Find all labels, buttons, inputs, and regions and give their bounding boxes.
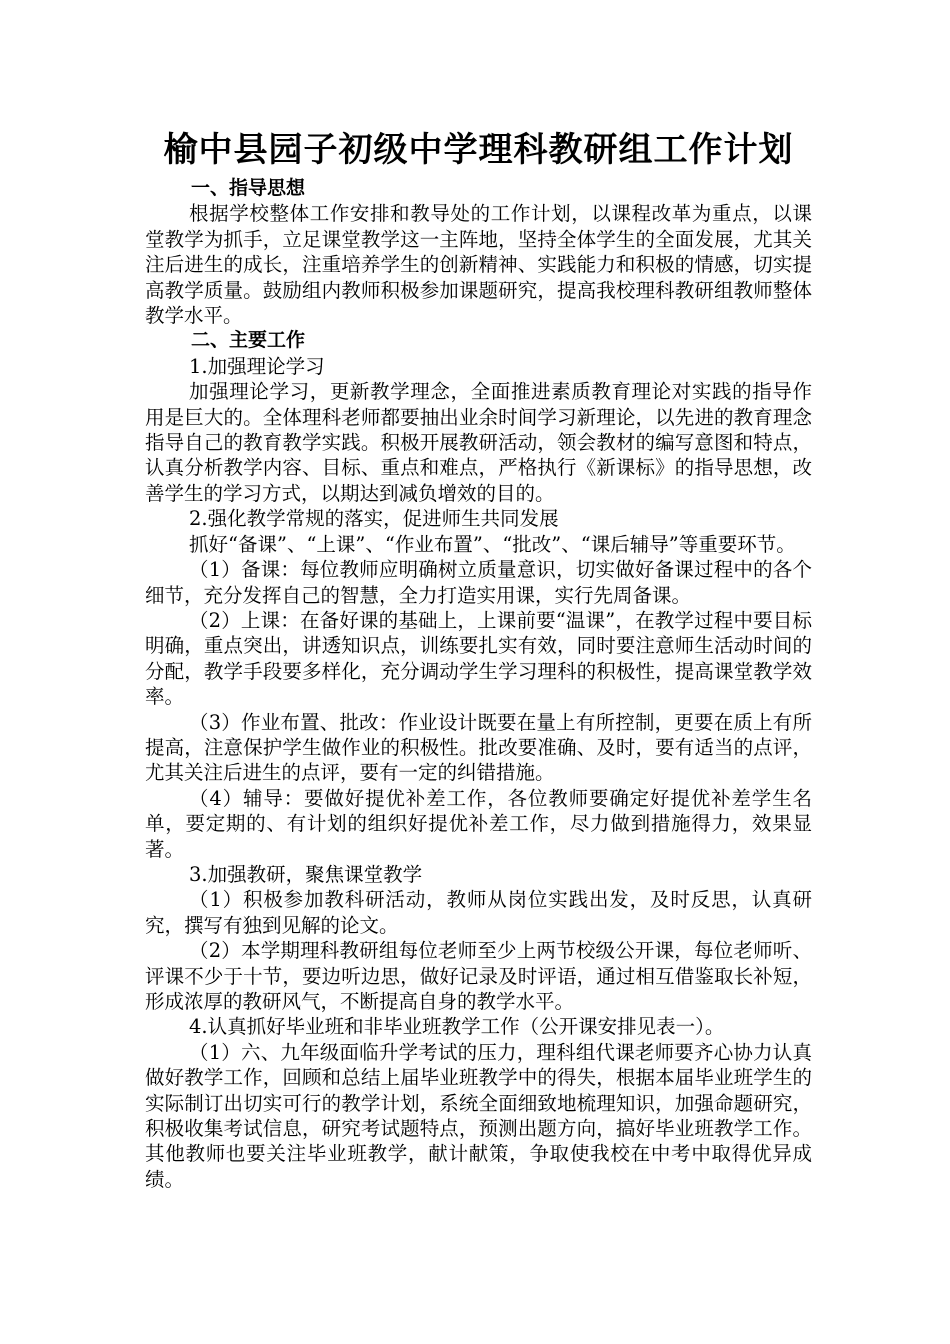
paragraph-graduating-classes: （1）六、九年级面临升学考试的压力，理科组代课老师要齐心协力认真做好教学工作，回顾和总结上届毕业班教学中的得失，根据本届毕业班学生的实际制订出切实可行的教学计划，系统全面细致地梳理知识，加强命题研究，积极收集考试信息，研究考试题特点，预测出题方向，搞好毕业班教学工作。其他教师也要关注毕业班教学，献计献策，争取使我校在中考中取得优异成绩。	[145, 1040, 812, 1191]
subheading-graduating-classes: 4.认真抓好毕业班和非毕业班教学工作（公开课安排见表一）。	[189, 1015, 725, 1039]
paragraph-research-activities: （1）积极参加教科研活动，教师从岗位实践出发，及时反思，认真研究，撰写有独到见解的论文。	[145, 888, 812, 937]
subheading-theory-study: 1.加强理论学习	[189, 354, 325, 378]
subheading-teaching-research: 3.加强教研，聚焦课堂教学	[189, 862, 423, 886]
paragraph-tutoring: （4）辅导：要做好提优补差工作，各位教师要确定好提优补差学生名单，要定期的、有计划的组织好提优补差工作，尽力做到措施得力，效果显著。	[145, 786, 812, 861]
paragraph-open-classes: （2）本学期理科教研组每位老师至少上两节校级公开课，每位老师听、评课不少于十节，要边听边思，做好记录及时评语，通过相互借鉴取长补短，形成浓厚的教研风气，不断提高自身的教学水平。	[145, 939, 812, 1013]
subheading-teaching-routine: 2.强化教学常规的落实，促进师生共同发展	[189, 507, 559, 531]
paragraph-key-links: 抓好“备课”、“上课”、“作业布置”、“批改”、“课后辅导”等重要环节。	[189, 532, 796, 556]
paragraph-lesson-prep: （1）备课：每位教师应明确树立质量意识，切实做好备课过程中的各个细节，充分发挥自己的智慧，全力打造实用课，实行先周备课。	[145, 558, 812, 607]
paragraph-guiding-ideology: 根据学校整体工作安排和教导处的工作计划，以课程改革为重点，以课堂教学为抓手，立足课堂教学这一主阵地，坚持全体学生的全面发展，尤其关注后进生的成长，注重培养学生的创新精神、实践能力和积极的情感，切实提高教学质量。鼓励组内教师积极参加课题研究，提高我校理科教研组教师整体教学水平。	[145, 202, 812, 328]
section-heading-main-work: 二、主要工作	[191, 329, 306, 352]
section-heading-guiding-ideology: 一、指导思想	[191, 177, 306, 199]
paragraph-homework: （3）作业布置、批改：作业设计既要在量上有所控制，更要在质上有所提高，注意保护学生做作业的积极性。批改要准确、及时，要有适当的点评，尤其关注后进生的点评，要有一定的纠错措施。	[145, 710, 812, 785]
paragraph-lecture: （2）上课：在备好课的基础上，上课前要“温课”，在教学过程中要目标明确，重点突出，讲透知识点，训练要扎实有效，同时要注意师生活动时间的分配，教学手段要多样化，充分调动学生学习理科的积极性，提高课堂教学效率。	[145, 608, 812, 709]
document-title: 榆中县园子初级中学理科教研组工作计划	[163, 130, 794, 170]
paragraph-theory-study: 加强理论学习，更新教学理念，全面推进素质教育理论对实践的指导作用是巨大的。全体理科老师都要抽出业余时间学习新理论，以先进的教育理念指导自己的教育教学实践。积极开展教研活动，领会教材的编写意图和特点，认真分析教学内容、目标、重点和难点，严格执行《新课标》的指导思想，改善学生的学习方式，以期达到减负增效的目的。	[145, 380, 812, 505]
